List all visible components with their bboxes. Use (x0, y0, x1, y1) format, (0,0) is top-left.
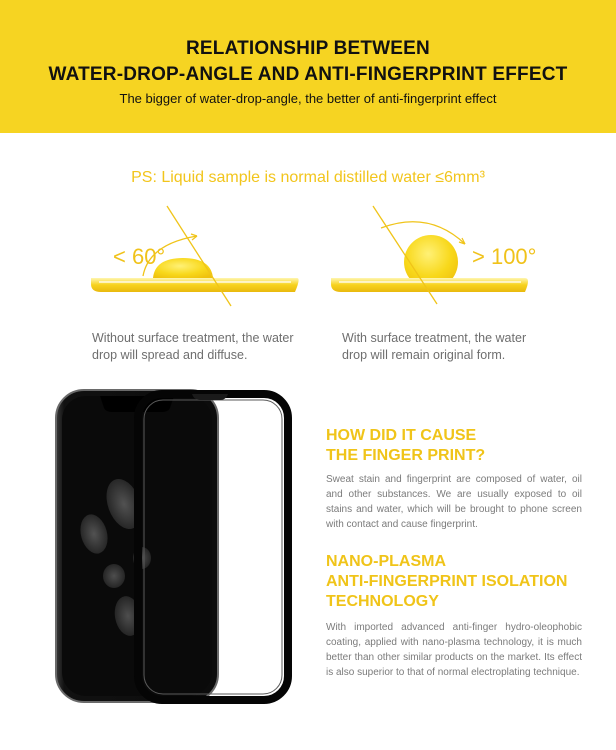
left-caption: Without surface treatment, the water drop will spread and diffuse. (92, 331, 294, 362)
section-heading-cause: HOW DID IT CAUSE THE FINGER PRINT? (326, 427, 486, 464)
right-angle-label: > 100° (472, 244, 537, 269)
fingerprint-smudge (103, 564, 125, 588)
left-angle-label: < 60° (113, 244, 166, 269)
section-heading-technology: NANO-PLASMA ANTI-FINGERPRINT ISOLATION TECHNOLOGY (326, 553, 568, 610)
page-title-line2: WATER-DROP-ANGLE AND ANTI-FINGERPRINT EFFECT (48, 64, 568, 85)
section-text-cause: Sweat stain and fingerprint are composed of water, oil and other substances. We are usually exposed to oil stains and water, which will be brought to phone screen with contact and cause fingerprint. (326, 474, 582, 530)
header-banner (0, 0, 616, 133)
page-title-line1: RELATIONSHIP BETWEEN (186, 38, 430, 59)
right-caption: With surface treatment, the water drop will remain original form. (342, 331, 527, 362)
section-text-technology: With imported advanced anti-finger hydro-oleophobic coating, applied with nano-plasma technology, it is much better than other similar products on the market. Its effect is also superior to that of normal electroplating technique. (326, 622, 582, 678)
page-subtitle: The bigger of water-drop-angle, the better of anti-fingerprint effect (119, 91, 497, 106)
surface-plate (91, 278, 299, 292)
liquid-sample-note: PS: Liquid sample is normal distilled water ≤6mm³ (131, 169, 485, 186)
surface-plate (331, 278, 528, 292)
phone-with-screen-protector-image (52, 386, 292, 706)
